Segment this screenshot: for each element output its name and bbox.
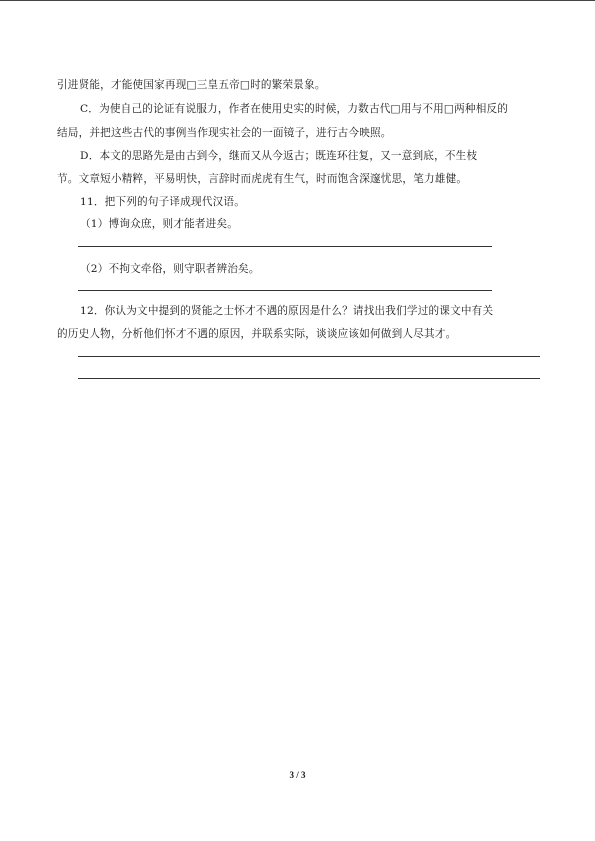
question-11-part-2: （2）不拘文牵俗，则守职者辨治矣。 bbox=[80, 263, 260, 275]
answer-line-12-2[interactable] bbox=[78, 378, 540, 379]
page-number: 3 / 3 bbox=[289, 770, 306, 780]
answer-line-11-2[interactable] bbox=[78, 290, 492, 291]
question-11-part-1: （1）博询众庶，则才能者进矣。 bbox=[80, 218, 239, 230]
answer-line-12-1[interactable] bbox=[78, 356, 540, 357]
header-rule bbox=[0, 0, 595, 1]
option-c-line-1: C．为使自己的论证有说服力，作者在使用史实的时候，力数古代□用与不用□两种相反的 bbox=[80, 103, 509, 115]
option-d-line-1: D．本文的思路先是由古到今，继而又从今返古；既连环往复，又一意到底，不生枝 bbox=[80, 150, 478, 162]
answer-line-11-1[interactable] bbox=[78, 246, 492, 247]
paragraph-line: 引进贤能，才能使国家再现□三皇五帝□时的繁荣景象。 bbox=[57, 79, 326, 91]
question-11: 11．把下列的句子译成现代汉语。 bbox=[80, 196, 245, 208]
question-12-line-1: 12．你认为文中提到的贤能之士怀才不遇的原因是什么？请找出我们学过的课文中有关 bbox=[80, 305, 494, 317]
question-12-line-2: 的历史人物，分析他们怀才不遇的原因，并联系实际，谈谈应该如何做到人尽其才。 bbox=[57, 328, 457, 340]
option-d-line-2: 节。文章短小精粹，平易明快，言辞时而虎虎有生气，时而饱含深邃忧思，笔力雄健。 bbox=[57, 173, 468, 185]
option-c-line-2: 结局，并把这些古代的事例当作现实社会的一面镜子，进行古今映照。 bbox=[57, 127, 392, 139]
